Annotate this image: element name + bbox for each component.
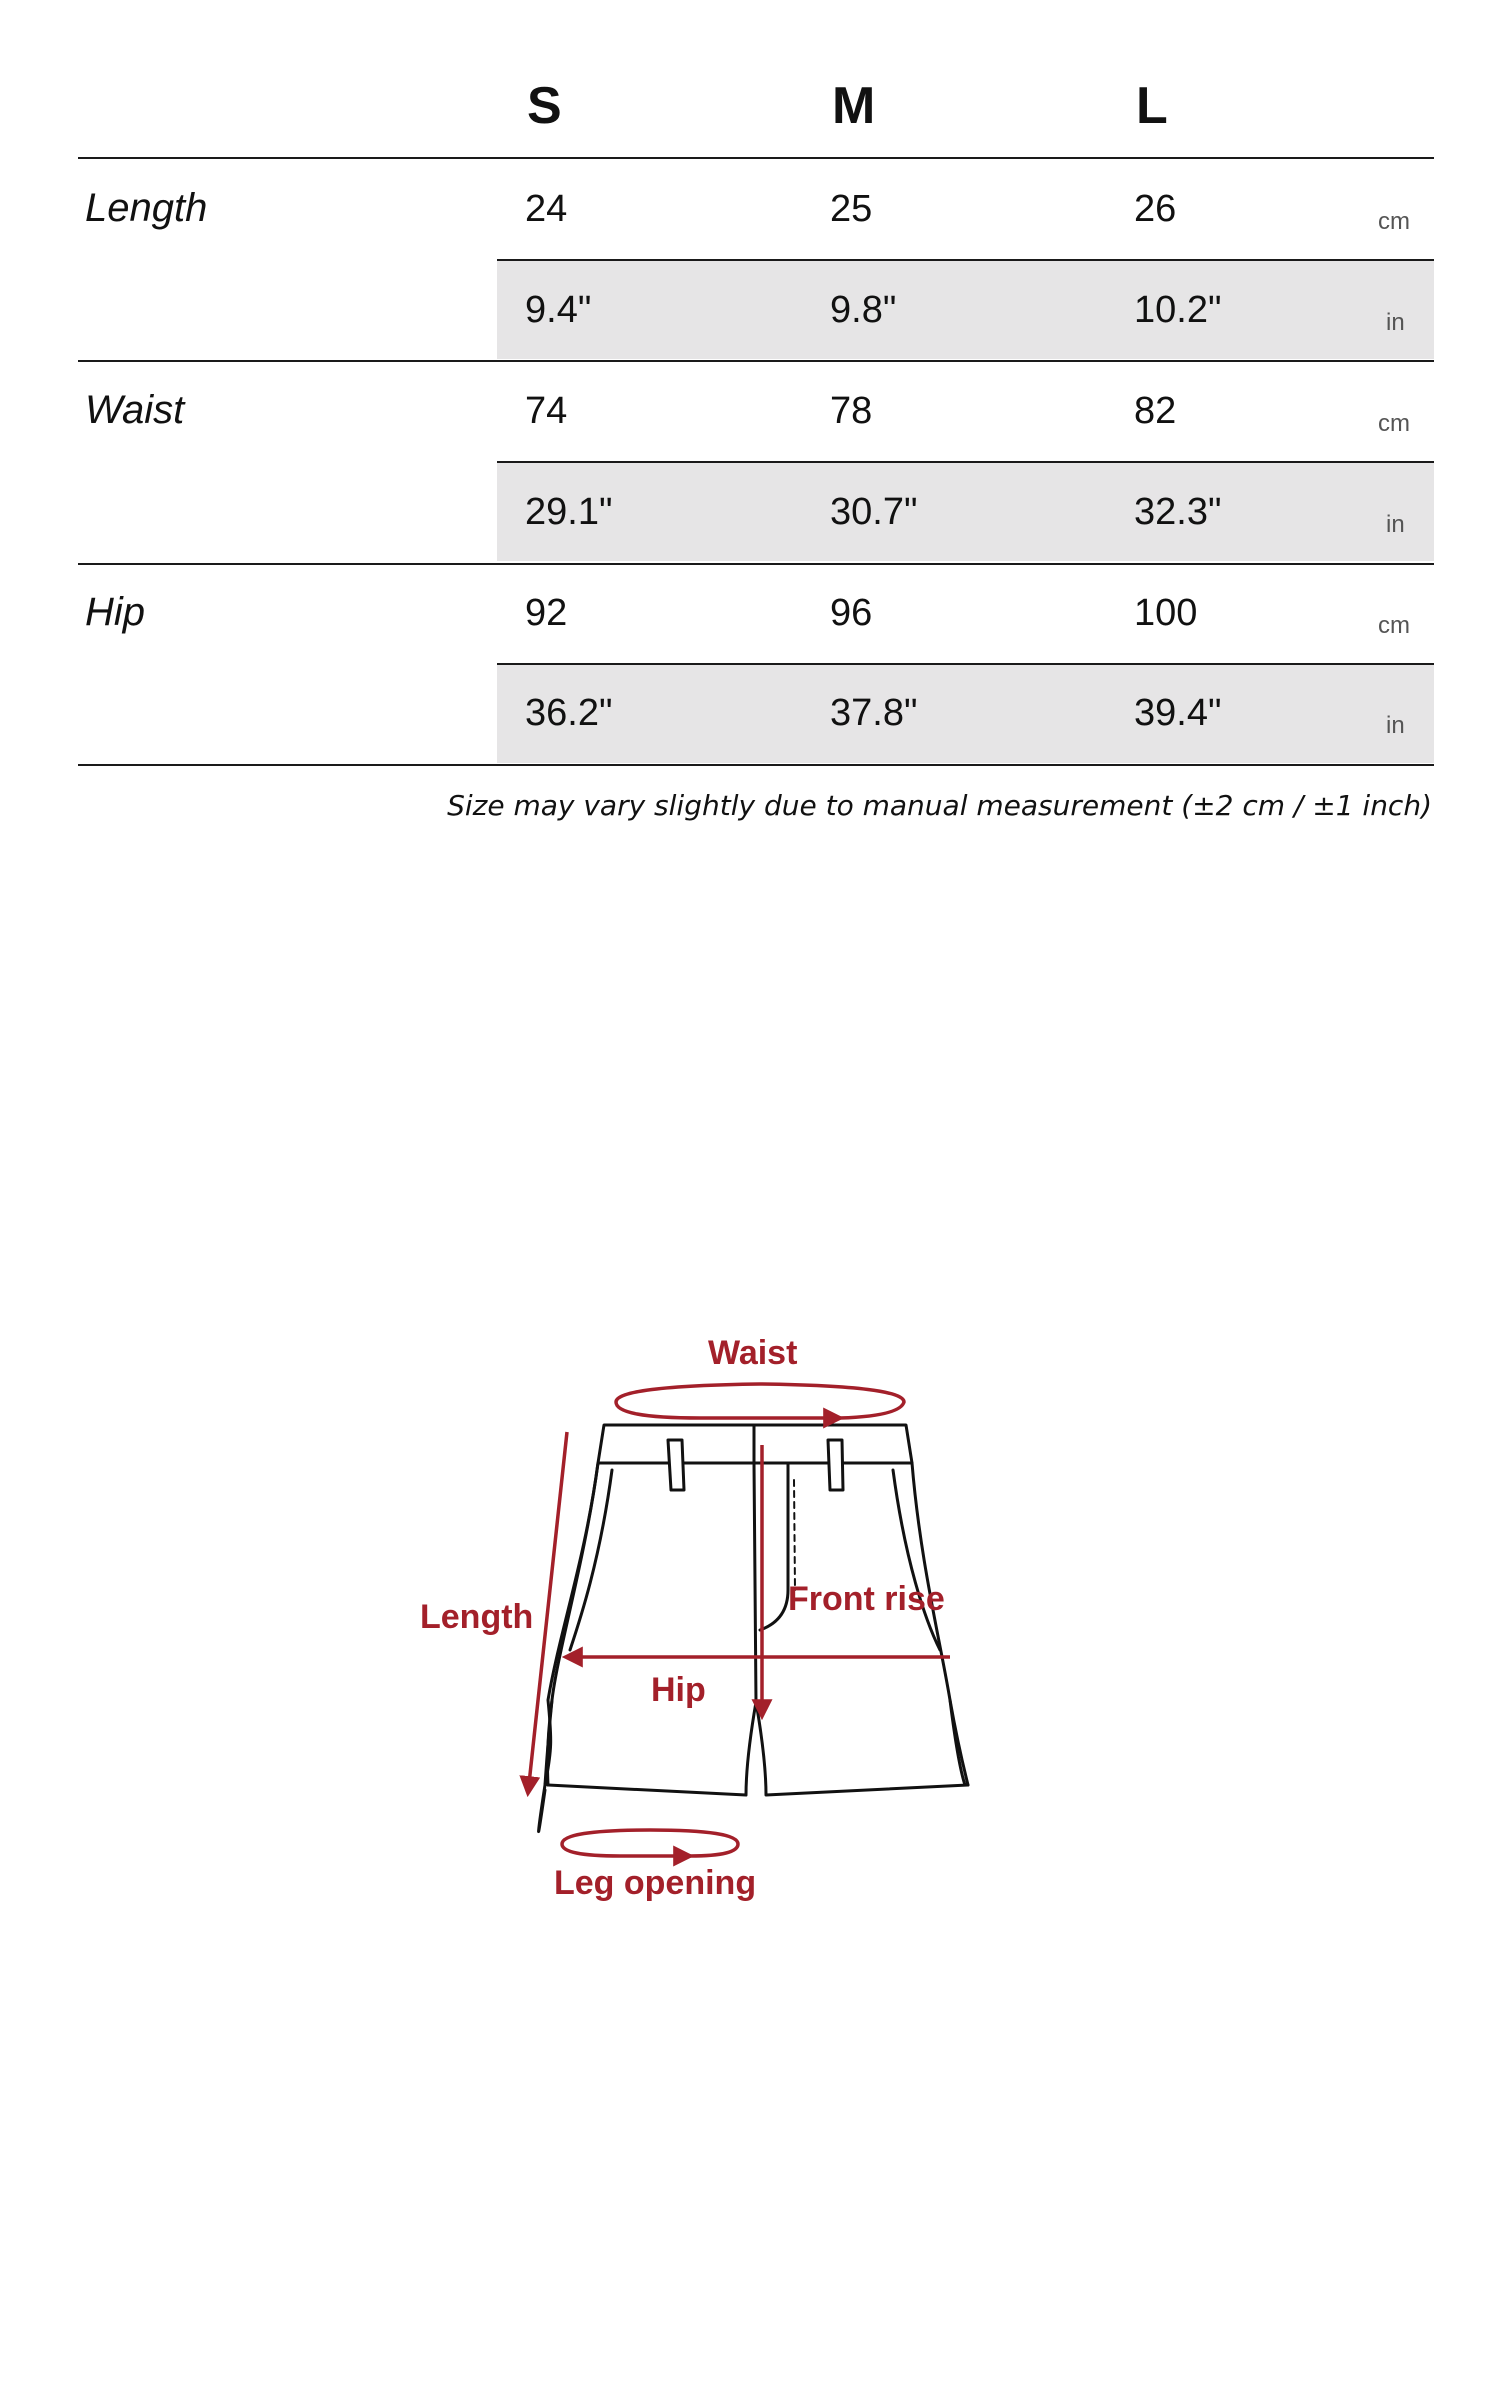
hip-in-l: 39.4" [1134,692,1222,734]
unit-cm-label: cm [1378,410,1410,437]
waist-in-s: 29.1" [525,491,613,533]
unit-in-label: in [1386,712,1405,739]
unit-in-label: in [1386,309,1405,336]
hip-label: Hip [651,1671,706,1709]
hip-in-m: 37.8" [830,692,918,734]
unit-in-label: in [1386,511,1405,538]
row-label-length: Length [85,186,208,230]
size-header-m: M [832,77,876,135]
waist-label: Waist [708,1334,798,1372]
waist-in-l: 32.3" [1134,491,1222,533]
waist-in-m: 30.7" [830,491,918,533]
measurement-note: Size may vary slightly due to manual measurement (±2 cm / ±1 inch) [447,789,1432,822]
waist-cm-m: 78 [830,390,873,432]
hip-cm-m: 96 [830,592,873,634]
size-header-s: S [527,77,562,135]
length-in-s: 9.4" [525,289,592,331]
hip-in-s: 36.2" [525,692,613,734]
size-header-l: L [1136,77,1168,135]
waist-arrow [616,1384,904,1418]
row-label-waist: Waist [85,388,185,432]
row-label-hip: Hip [85,590,146,634]
length-cm-m: 25 [830,188,873,230]
length-in-m: 9.8" [830,289,897,331]
length-cm-l: 26 [1134,188,1177,230]
unit-cm-label: cm [1378,208,1410,235]
length-in-l: 10.2" [1134,289,1222,331]
waist-cm-l: 82 [1134,390,1177,432]
length-cm-s: 24 [525,188,568,230]
leg-opening-arrow [562,1830,738,1856]
unit-cm-label: cm [1378,612,1410,639]
front-rise-label: Front rise [788,1580,945,1618]
hip-cm-l: 100 [1134,592,1198,634]
shorts-outline-icon [528,1425,970,1880]
hip-cm-s: 92 [525,592,568,634]
length-label: Length [420,1598,534,1636]
leg-opening-label: Leg opening [554,1864,757,1902]
waist-cm-s: 74 [525,390,568,432]
